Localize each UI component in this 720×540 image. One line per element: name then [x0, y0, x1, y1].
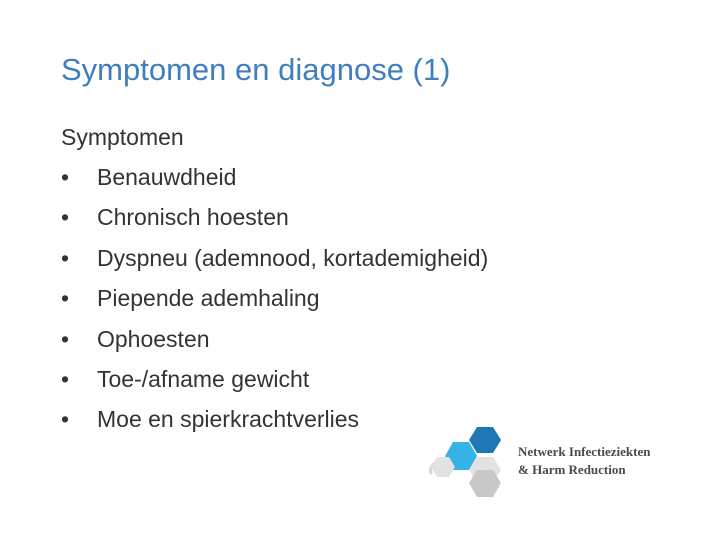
section-heading: Symptomen [61, 124, 184, 150]
bullet-icon: • [61, 244, 70, 271]
hexagon-logo-icon [425, 425, 520, 505]
bullet-text: Chronisch hoesten [97, 204, 289, 231]
network-logo [425, 425, 695, 505]
logo-line-1: Netwerk Infectieziekten [518, 444, 651, 459]
bullet-icon: • [61, 164, 70, 190]
bullet-text: Moe en spierkrachtverlies [97, 406, 360, 433]
bullet-text: Toe-/afname gewicht [97, 365, 310, 392]
bullet-text: Ophoesten [97, 325, 210, 352]
bullet-text: Dyspneu (ademnood, kortademigheid) [97, 244, 489, 271]
bullet-text: Piepende ademhaling [97, 285, 320, 312]
bullet-icon: • [61, 325, 70, 352]
logo-line-2: & Harm Reduction [518, 462, 626, 477]
bullet-icon: • [61, 285, 70, 312]
bullet-icon: • [61, 204, 70, 231]
bullet-icon: • [61, 406, 70, 433]
logo-text [518, 443, 650, 479]
bullet-icon: • [61, 365, 70, 392]
slide-title: Symptomen en diagnose (1) [61, 52, 451, 87]
bullet-text: Benauwdheid [97, 164, 237, 190]
dark-blue-hexagon-icon [469, 427, 501, 453]
